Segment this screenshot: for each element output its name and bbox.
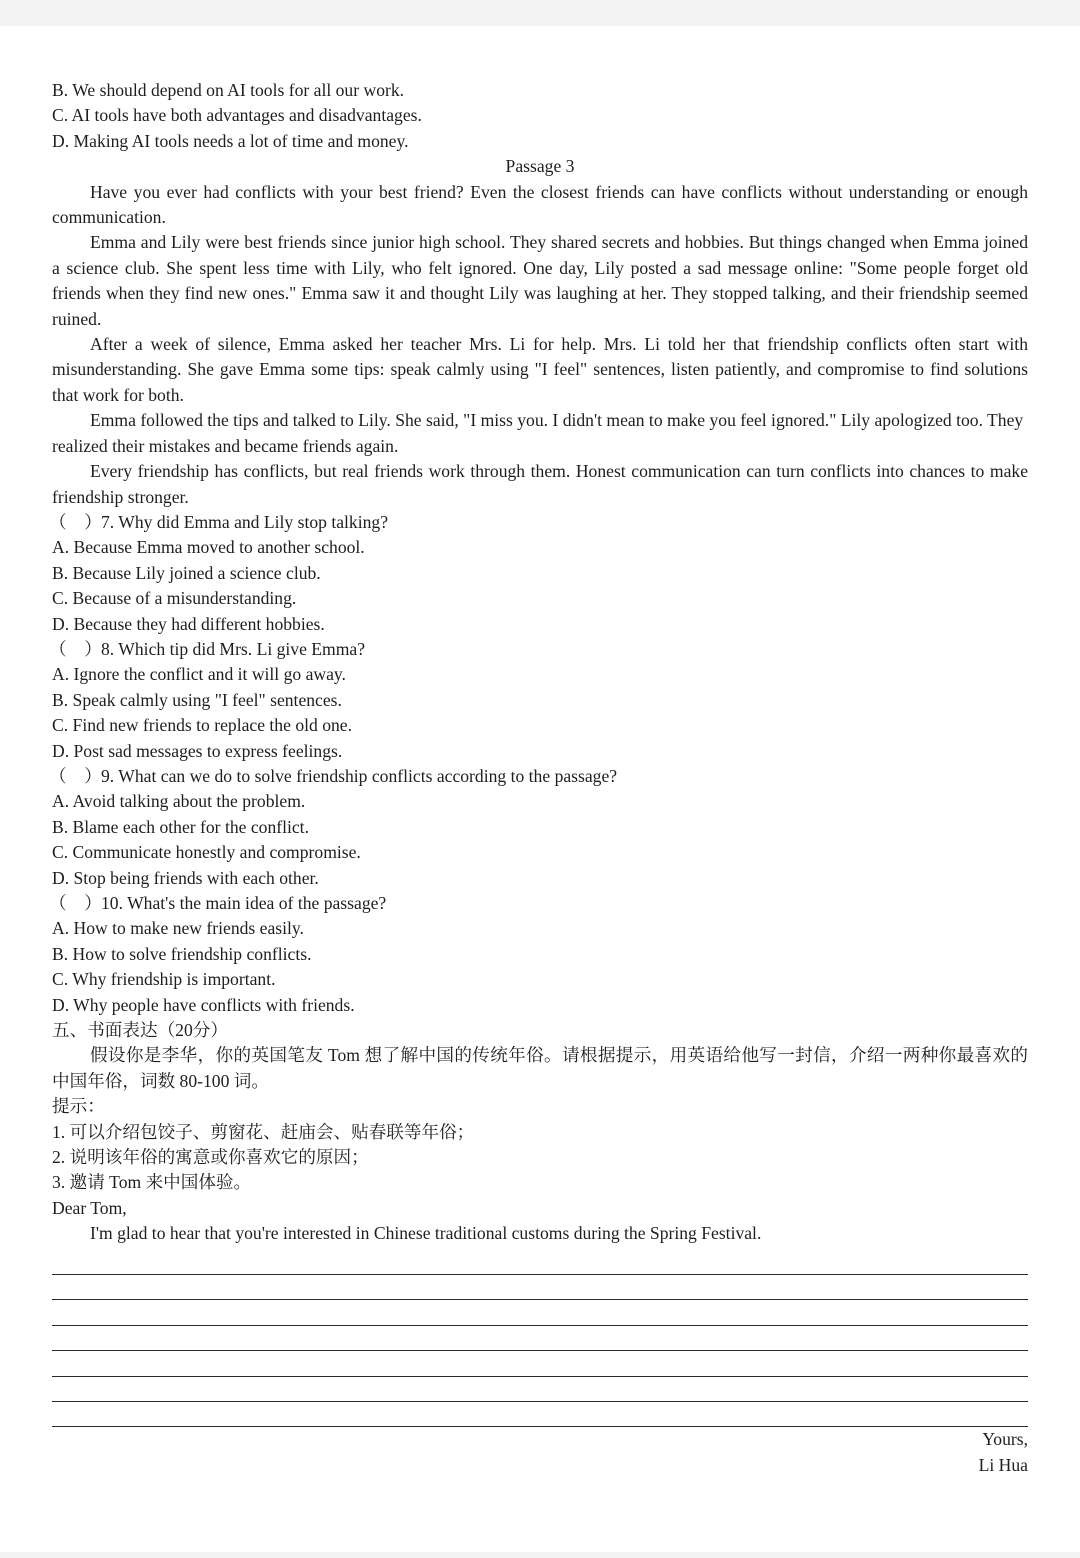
passage-paragraph: Have you ever had conflicts with your best friend? Even the closest friends can have conflicts without understanding or enough communication.: [52, 181, 1028, 228]
writing-line[interactable]: [52, 1377, 1028, 1402]
writing-line[interactable]: [52, 1275, 1028, 1300]
writing-line[interactable]: [52, 1351, 1028, 1376]
question-7: [49, 510, 1028, 637]
passage-title: Passage 3: [505, 156, 575, 177]
answer-option: D. Post sad messages to express feelings.: [52, 740, 343, 761]
answer-option: B. Speak calmly using "I feel" sentences.: [52, 689, 342, 710]
answer-bracket[interactable]: （ ）: [49, 638, 102, 659]
answer-option: C. Because of a misunderstanding.: [52, 588, 297, 609]
option-line: B. We should depend on AI tools for all our work.: [52, 80, 405, 100]
question-stem: [49, 891, 1028, 916]
passage-paragraph: Every friendship has conflicts, but real friends work through them. Honest communication can turn conflicts into chances to make friendship stronger.: [52, 461, 1028, 507]
answer-option: A. How to make new friends easily.: [52, 918, 304, 939]
passage-paragraph: After a week of silence, Emma asked her teacher Mrs. Li for help. Mrs. Li told her that friendship conflicts often start with misunderstanding. She gave Emma some tips: speak calmly using "I feel" sentences, listen patiently, and compromise to find solutions that work for both.: [52, 334, 1028, 405]
answer-option: A. Ignore the conflict and it will go away.: [52, 664, 346, 685]
passage-paragraph: Emma followed the tips and talked to Lily. She said, "I miss you. I didn't mean to make you feel ignored." Lily apologized too. They realized their mistakes and became friends again.: [52, 410, 1024, 456]
answer-option: C. Why friendship is important.: [52, 969, 276, 990]
answer-option: A. Avoid talking about the problem.: [52, 791, 306, 812]
question-8: [49, 637, 1028, 764]
option-line: C. AI tools have both advantages and disadvantages.: [52, 105, 422, 126]
letter-greeting: Dear Tom,: [52, 1197, 127, 1218]
question-stem: [49, 510, 1028, 535]
question-text: 9. What can we do to solve friendship conflicts according to the passage?: [101, 765, 618, 786]
answer-option: B. Blame each other for the conflict.: [52, 816, 309, 837]
letter-opening: I'm glad to hear that you're interested in Chinese traditional customs during the Spring Festival.: [90, 1223, 762, 1244]
writing-line[interactable]: [52, 1326, 1028, 1351]
answer-option: C. Find new friends to replace the old one.: [52, 715, 352, 736]
answer-bracket[interactable]: （ ）: [49, 511, 102, 532]
hint-item: 1. 可以介绍包饺子、剪窗花、赶庙会、贴春联等年俗；: [52, 1121, 475, 1142]
letter-closing: Yours,: [982, 1429, 1028, 1450]
question-text: 8. Which tip did Mrs. Li give Emma?: [101, 638, 366, 659]
answer-option: D. Why people have conflicts with friends.: [52, 994, 355, 1015]
answer-option: B. How to solve friendship conflicts.: [52, 943, 312, 964]
hint-label: 提示：: [52, 1096, 105, 1117]
writing-prompt: 假设你是李华，你的英国笔友 Tom 想了解中国的传统年俗。请根据提示，用英语给他写一封信，介绍一两种你最喜欢的中国年俗，词数 80-100 词。: [52, 1045, 1028, 1091]
writing-line[interactable]: [52, 1402, 1028, 1427]
hint-item: 3. 邀请 Tom 来中国体验。: [52, 1172, 252, 1193]
page-content: [49, 78, 1028, 1478]
answer-option: D. Stop being friends with each other.: [52, 867, 319, 888]
option-line: D. Making AI tools needs a lot of time and money.: [52, 130, 409, 151]
answer-option: A. Because Emma moved to another school.: [52, 537, 365, 558]
question-9: [49, 764, 1028, 891]
letter-signature: Li Hua: [978, 1454, 1028, 1475]
question-stem: [49, 637, 1028, 662]
exam-page: [0, 26, 1080, 1552]
answer-option: C. Communicate honestly and compromise.: [52, 842, 361, 863]
answer-area[interactable]: [52, 1250, 1028, 1428]
passage-paragraph: Emma and Lily were best friends since junior high school. They shared secrets and hobbies. But things changed when Emma joined a science club. She spent less time with Lily, who felt ignored. One day, Lily posted a sad message online: "Some people forget old friends when they find new ones." Emma saw it and thought Lily was laughing at her. They stopped talking, and their friendship seemed ruined.: [52, 232, 1028, 329]
question-text: 10. What's the main idea of the passage?: [101, 893, 387, 913]
writing-line[interactable]: [52, 1300, 1028, 1325]
writing-section: [52, 1018, 1028, 1478]
question-stem: [49, 764, 1028, 789]
writing-line[interactable]: [52, 1250, 1028, 1275]
question-10: [49, 891, 1028, 1018]
section-heading: 五、书面表达（20分）: [52, 1020, 228, 1041]
answer-bracket[interactable]: （ ）: [49, 765, 102, 786]
answer-option: D. Because they had different hobbies.: [52, 613, 325, 634]
answer-bracket[interactable]: （ ）: [49, 893, 102, 913]
answer-option: B. Because Lily joined a science club.: [52, 562, 321, 583]
question-text: 7. Why did Emma and Lily stop talking?: [101, 511, 388, 532]
hint-item: 2. 说明该年俗的寓意或你喜欢它的原因；: [52, 1147, 369, 1168]
